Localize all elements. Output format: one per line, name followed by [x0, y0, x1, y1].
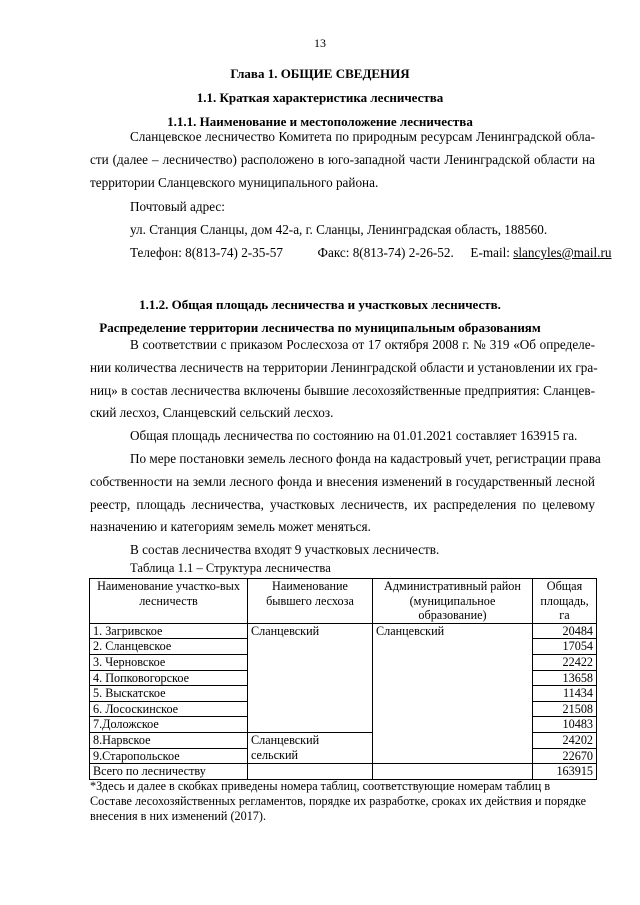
intro-line-1: Сланцевское лесничество Комитета по природным ресурсам Ленинградской обла-	[130, 129, 595, 144]
table-caption: Таблица 1.1 – Структура лесничества	[130, 561, 331, 575]
header-district: Административный район (муниципальное образование)	[373, 579, 533, 624]
leshoz-cell-1: Сланцевский	[248, 623, 373, 732]
change-para-line-2: собственности на земли лесного фонда и внесения изменений в государственный лесной	[90, 474, 595, 489]
district-cell: Сланцевский	[373, 623, 533, 763]
section-heading: 1.1. Краткая характеристика лесничества	[196, 90, 444, 105]
row-area: 21508	[533, 701, 597, 717]
row-name: 4. Попковогорское	[90, 670, 248, 686]
row-name: 9.Старопольское	[90, 748, 248, 764]
area-paragraph: Общая площадь лесничества по состоянию на 01.01.2021 составляет 163915 га.	[130, 428, 578, 443]
table-total-row	[90, 764, 597, 780]
table-header-row	[90, 579, 597, 624]
intro-line-2: сти (далее – лесничество) расположено в юго-западной части Ленинградской области на	[90, 152, 595, 167]
change-para-line-1: По мере постановки земель лесного фонда на кадастровый учет, регистрации права	[130, 451, 601, 466]
email-link[interactable]: slancyles@mail.ru	[513, 245, 612, 260]
row-name: 6. Лососкинское	[90, 701, 248, 717]
total-area: 163915	[533, 764, 597, 780]
phone-text: Телефон: 8(813-74) 2-35-57	[130, 245, 283, 260]
header-area: Общая площадь, га	[533, 579, 597, 624]
change-para-line-4: назначению и категориям земель может меняться.	[90, 519, 371, 534]
intro-line-3: территории Сланцевского муниципального района.	[90, 175, 379, 190]
row-area: 20484	[533, 623, 597, 639]
table-row	[90, 623, 597, 639]
order-para-line-4: ский лесхоз, Сланцевский сельский лесхоз.	[90, 405, 334, 420]
footnote: *Здесь и далее в скобках приведены номера таблиц, соответствующие номерам таблиц в Составе лесохозяйственных регламентов, порядке их разработке, сроках их действия и порядке внесения в них изменений (2017).	[90, 779, 587, 823]
contact-line	[130, 245, 612, 261]
row-name: 2. Сланцевское	[90, 639, 248, 655]
row-area: 10483	[533, 717, 597, 733]
row-name: 5. Выскатское	[90, 686, 248, 702]
order-para-line-1: В соответствии с приказом Рослесхоза от 17 октября 2008 г. № 319 «Об определе-	[130, 337, 595, 352]
order-para-line-3: ниц» в состав лесничества включены бывшие лесохозяйственные предприятия: Сланцев-	[90, 383, 595, 398]
row-area: 13658	[533, 670, 597, 686]
subsection-heading-2b: Распределение территории лесничества по муниципальным образованиям	[99, 320, 541, 335]
page-number: 13	[314, 36, 326, 50]
email-label: E-mail:	[470, 245, 514, 260]
header-leshoz: Наименование бывшего лесхоза	[248, 579, 373, 624]
row-area: 11434	[533, 686, 597, 702]
postal-label: Почтовый адрес:	[130, 199, 225, 214]
row-name: 1. Загривское	[90, 623, 248, 639]
row-name: 3. Черновское	[90, 654, 248, 670]
order-para-line-2: нии количества лесничеств на территории Ленинградской области и установлении их гра-	[90, 360, 598, 375]
subsection-heading-1: 1.1.1. Наименование и местоположение лесничества	[167, 114, 473, 129]
count-paragraph: В состав лесничества входят 9 участковых лесничеств.	[130, 542, 440, 557]
total-label: Всего по лесничеству	[90, 764, 248, 780]
chapter-heading: Глава 1. ОБЩИЕ СВЕДЕНИЯ	[230, 66, 410, 81]
row-name: 7.Доложское	[90, 717, 248, 733]
fax-text: Факс: 8(813-74) 2-26-52.	[317, 245, 454, 260]
change-para-line-3: реестр, площадь лесничества, участковых лесничеств, их распределения по целевому	[90, 497, 595, 512]
row-area: 22670	[533, 748, 597, 764]
header-name: Наименование участко-вых лесничеств	[90, 579, 248, 624]
leshoz-cell-2: Сланцевский сельский	[248, 732, 373, 763]
structure-table	[89, 578, 597, 780]
row-area: 24202	[533, 732, 597, 748]
row-name: 8.Нарвское	[90, 732, 248, 748]
postal-address: ул. Станция Сланцы, дом 42-а, г. Сланцы, Ленинградская область, 188560.	[130, 222, 548, 237]
row-area: 22422	[533, 654, 597, 670]
subsection-heading-2: 1.1.2. Общая площадь лесничества и участковых лесничеств.	[139, 297, 501, 312]
row-area: 17054	[533, 639, 597, 655]
